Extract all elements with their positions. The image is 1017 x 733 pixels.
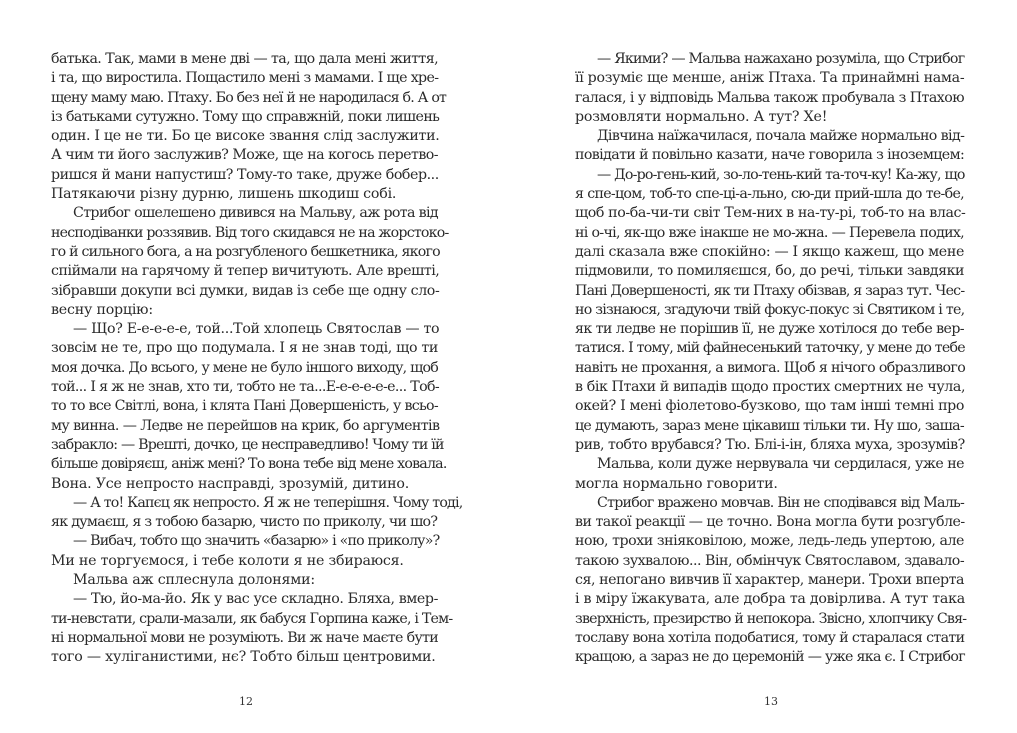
text-line: я спе-цом, тоб-то спе-ці-а-льно, сю-ди прий-шла до те-бе, — [575, 186, 964, 203]
text-line: му винна. — Ледве не перейшов на крик, бо аргументів — [51, 417, 440, 434]
text-line: несподіванки роззявив. Від того скидався не на жорстоко- — [51, 224, 449, 241]
left-page — [0, 0, 508, 733]
text-line: далі сказала вже спокійно: — І якщо кажеш, що мене — [575, 243, 964, 260]
text-line: татися. І тому, мій файнесенький таточку, у мене до тебе — [575, 340, 965, 357]
right-page — [508, 0, 1017, 733]
text-line: як думаєш, я з тобою базарю, чисто по приколу, чи шо? — [51, 514, 438, 531]
text-line: один. І це не ти. Бо це високе звання слід заслужити. — [51, 128, 440, 145]
text-line: із батьками сутужно. Тому що справжній, поки лишень — [51, 108, 440, 125]
text-line: тославу вона хотіла подобатися, тому й старалася стати — [575, 629, 965, 646]
text-line: Стрибог вражено мовчав. Він не сподівався від Маль- — [597, 494, 964, 511]
text-line: такою зухвалою... Він, обмінчук Святославом, здавало- — [575, 552, 965, 569]
text-line: рив, тобто врубався? Тю. Блі-і-ін, бляха муха, зрозумів? — [575, 436, 965, 453]
text-line: Мальва аж сплеснула долонями: — [73, 572, 315, 589]
text-line: галася, і у відповідь Мальва також пробувала з Птахою — [575, 89, 964, 106]
text-line: в бік Птахи й випадів щодо простих смертних не чула, — [575, 379, 966, 396]
right-page-text — [575, 50, 967, 668]
text-line: Мальва, коли дуже нервувала чи сердилася, уже не — [597, 456, 964, 473]
text-line: спіймали на гарячому й тепер вичитують. Але врешті, — [51, 263, 440, 280]
text-line: — Якими? — Мальва нажахано розуміла, що Стрибог — [597, 51, 965, 67]
text-line: навіть не прохання, а вимога. Щоб я нічого образливого — [575, 359, 966, 376]
text-line: — До-ро-гень-кий, зо-ло-тень-кий та-точ-ку! Ка-жу, що — [597, 166, 965, 183]
page-number-left: 12 — [239, 695, 253, 708]
text-line: моя дочка. До всього, у мене не було іншого виходу, щоб — [51, 359, 438, 376]
text-line: як ти ледве не порішив її, не дуже хотілося до тебе вер- — [575, 321, 964, 338]
text-line: — Тю, йо-ма-йо. Як у вас усе складно. Бляха, вмер- — [73, 591, 438, 608]
text-line: ви такої реакції — це точно. Вона могла бути розгубле- — [575, 514, 965, 531]
text-line: ні нормальної мови не розуміють. Ви ж наче маєте бути — [51, 629, 438, 646]
text-line: щоб по-ба-чи-ти світ Тем-них в на-ту-рі, тоб-то на влас- — [575, 205, 966, 222]
left-page-text — [51, 50, 463, 668]
text-line: го й сильного бога, а на розгубленого бешкетника, якого — [51, 243, 440, 260]
text-line: більше довіряєш, аніж мені? То вона тебе від мене ховала. — [51, 456, 447, 473]
text-line: Патякаючи різну дурню, лишень шкодиш собі. — [51, 186, 397, 203]
text-line: забракло: — Врешті, дочко, це несправедливо! Чому ти їй — [51, 436, 444, 453]
text-line: Дівчина наїжачилася, почала майже нормально від- — [597, 128, 965, 145]
text-line: — Що? Е-е-е-е-е, той...Той хлопець Святослав — то — [73, 321, 440, 338]
text-line: і та, що виростила. Пощастило мені з мамами. І ще хре- — [51, 70, 439, 87]
text-line: і в міру їжакувата, але добра та довірлива. А тут така — [575, 591, 965, 608]
text-line: А чим ти його заслужив? Може, ще на когось перетво- — [51, 147, 438, 164]
text-line: весну порцію: — [51, 301, 153, 318]
text-line: ною, трохи зніяковілою, може, ледь-ледь упертою, але — [575, 533, 964, 550]
text-line: то то все Світлі, вона, і клята Пані Довершеність, у всьо- — [51, 398, 438, 415]
text-line: Стрибог ошелешено дивився на Мальву, аж рота від — [73, 205, 438, 222]
text-line: зовсім не те, про що подумала. І я не знав тоді, що ти — [51, 340, 438, 357]
text-line: ся, непогано вивчив її характер, манери. Трохи вперта — [575, 572, 965, 589]
text-line: щену маму маю. Птаху. Бо без неї й не народилася б. А от — [51, 89, 447, 106]
text-line: — А то! Капєц як непросто. Я ж не теперішня. Чому тоді, — [73, 494, 463, 511]
text-line: ти-невстати, срали-мазали, як бабуся Горпина каже, і Тем- — [51, 610, 453, 627]
text-line: Вона. Усе непросто насправді, зрозумій, дитино. — [51, 475, 410, 492]
text-line: ришся й мани напустиш? Тому-то таке, друже бобер... — [51, 166, 439, 183]
text-line: повідати й повільно казати, наче говорила з іноземцем: — [575, 147, 965, 164]
text-line: того — хуліганистими, нє? Тобто більш центровими. — [51, 649, 436, 666]
text-line: могла нормально говорити. — [575, 475, 778, 492]
text-line: окей? І мені фіолетово-бузково, що там інші темні про — [575, 398, 964, 415]
text-line: но зізнаюся, згадуючи твій фокус-покус зі Святиком і те, — [575, 301, 965, 318]
text-line: це думають, зараз мене цікавиш тільки ти. Ну шо, заша- — [575, 417, 964, 434]
text-line: Ми не торгуємося, і тебе колоти я не збираюся. — [51, 552, 404, 569]
text-line: зібравши докупи всі думки, видав із себе ще одну сло- — [51, 282, 440, 299]
text-line: розмовляти нормально. А тут? Хе! — [575, 108, 828, 125]
text-line: — Вибач, тобто що значить «базарю» і «по приколу»? — [73, 533, 440, 550]
text-line: той... І я ж не знав, хто ти, тобто не та...Е-е-е-е-е-е... Тоб- — [51, 379, 440, 396]
text-line: зверхність, презирство й непокора. Звісно, хлопчику Свя- — [575, 610, 967, 627]
text-line: батька. Так, мами в мене дві — та, що дала мені життя, — [51, 51, 438, 67]
text-line: підмовили, то помиляєшся, бо, до речі, тільки завдяки — [575, 263, 964, 280]
text-line: її розуміє ще менше, аніж Птаха. Та принаймні нама- — [575, 70, 965, 87]
text-line: кращою, а зараз не до церемоній — уже яка є. І Стрибог — [575, 649, 965, 666]
text-line: Пані Довершеності, як ти Птаху обізвав, я зараз тут. Чес- — [575, 282, 965, 299]
page-number-right: 13 — [764, 695, 778, 708]
text-line: ні о-чі, як-що вже інакше не мо-жна. — Перевела подих, — [575, 224, 964, 241]
